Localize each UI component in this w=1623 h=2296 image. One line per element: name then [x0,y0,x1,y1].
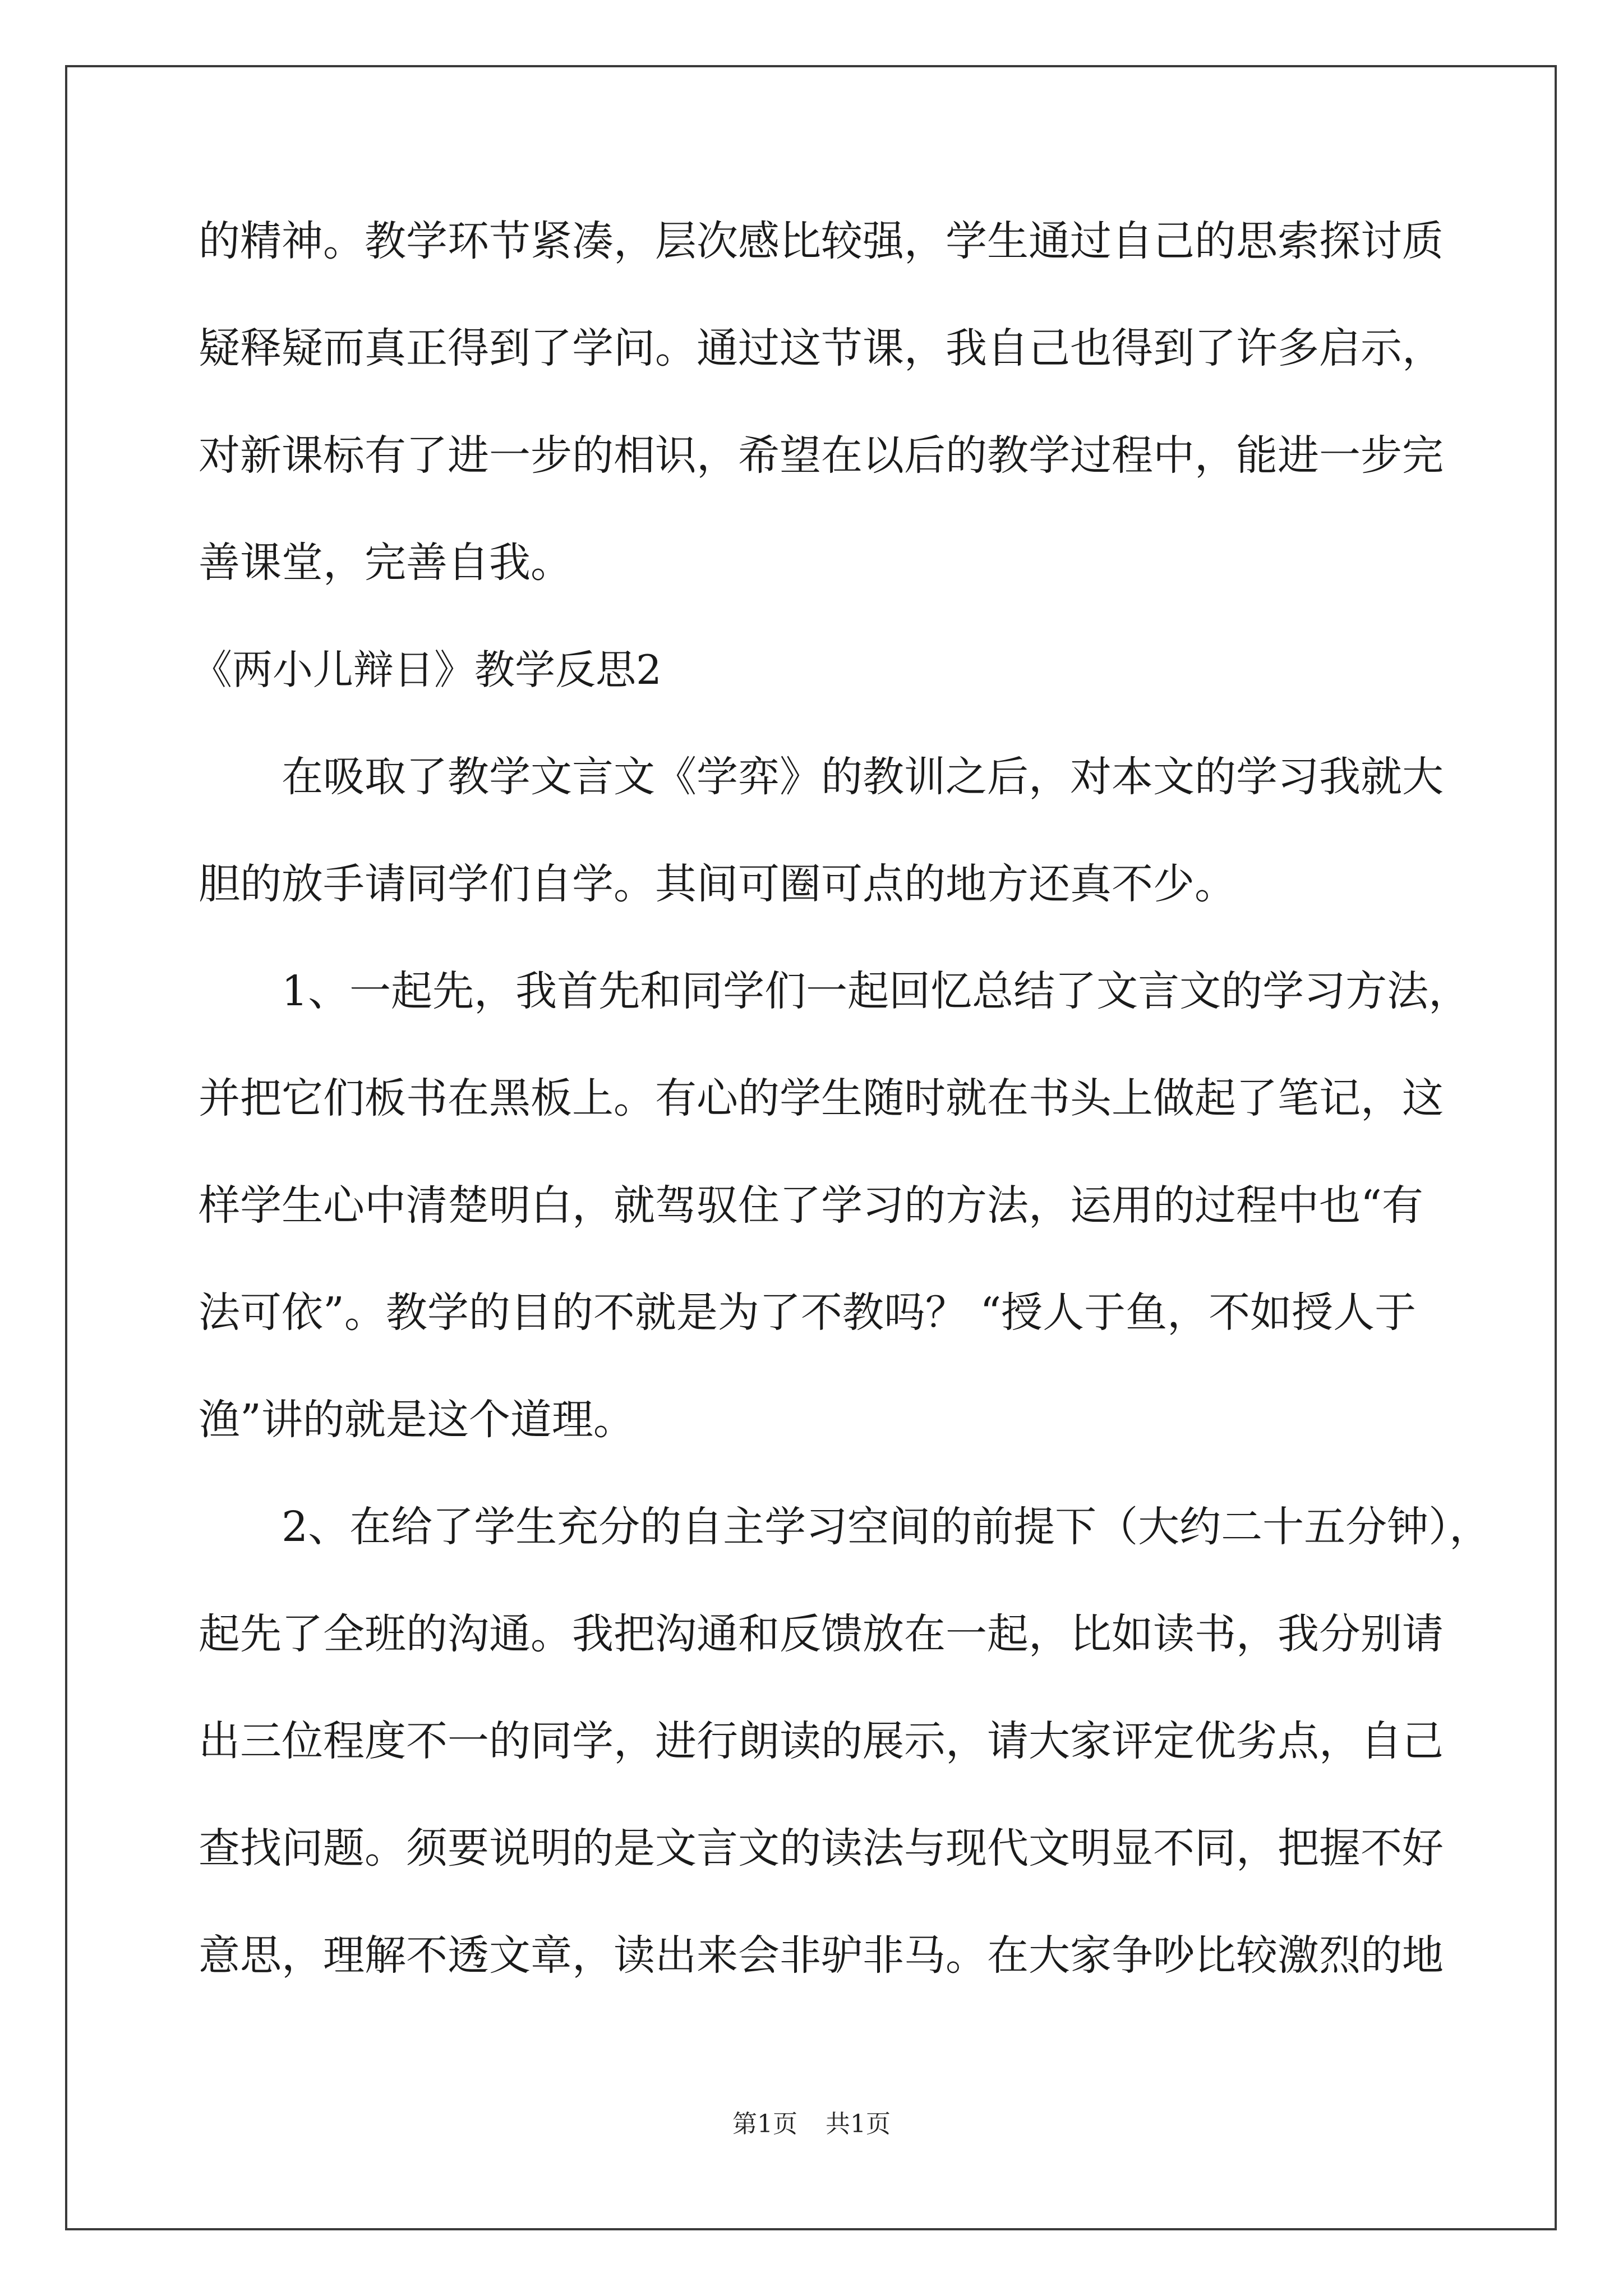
text-line: 对新课标有了进一步的相识，希望在以后的教学过程中，能进一步完 [199,431,1444,480]
page-number: 第1页 [732,2110,797,2138]
text-line: 善课堂，完善自我。 [199,539,572,587]
text-line: 2、在给了学生充分的自主学习空间的前提下（大约二十五分钟）， [199,1503,1491,1551]
text-line: 渔”讲的就是这个道理。 [199,1396,635,1444]
text-line: 起先了全班的沟通。我把沟通和反馈放在一起，比如读书，我分别请 [199,1610,1444,1658]
text-line: 疑释疑而真正得到了学问。通过这节课，我自己也得到了许多启示， [199,324,1444,372]
text-line: 在吸取了教学文言文《学弈》的教训之后，对本文的学习我就大 [199,753,1444,801]
text-line: 的精神。教学环节紧凑，层次感比较强，学生通过自己的思索探讨质 [199,217,1444,265]
text-line: 意思，理解不透文章，读出来会非驴非马。在大家争吵比较激烈的地 [199,1931,1444,1980]
document-body [192,213,1491,2035]
text-line: 并把它们板书在黑板上。有心的学生随时就在书头上做起了笔记，这 [199,1074,1444,1122]
section-heading: 《两小儿辩日》教学反思2 [192,646,662,693]
text-line: 样学生心中清楚明白，就驾驭住了学习的方法，运用的过程中也“有 [199,1181,1423,1230]
text-line: 法可依”。教学的目的不就是为了不教吗？ “授人于鱼，不如授人于 [199,1289,1417,1337]
text-line: 胆的放手请同学们自学。其间可圈可点的地方还真不少。 [199,860,1236,908]
page-total: 共1页 [826,2110,891,2138]
page-footer [0,2104,1623,2139]
text-line: 出三位程度不一的同学，进行朗读的展示，请大家评定优劣点，自己 [199,1717,1444,1765]
text-line: 1、一起先，我首先和同学们一起回忆总结了文言文的学习方法， [199,967,1470,1015]
text-line: 查找问题。须要说明的是文言文的读法与现代文明显不同，把握不好 [199,1824,1444,1872]
